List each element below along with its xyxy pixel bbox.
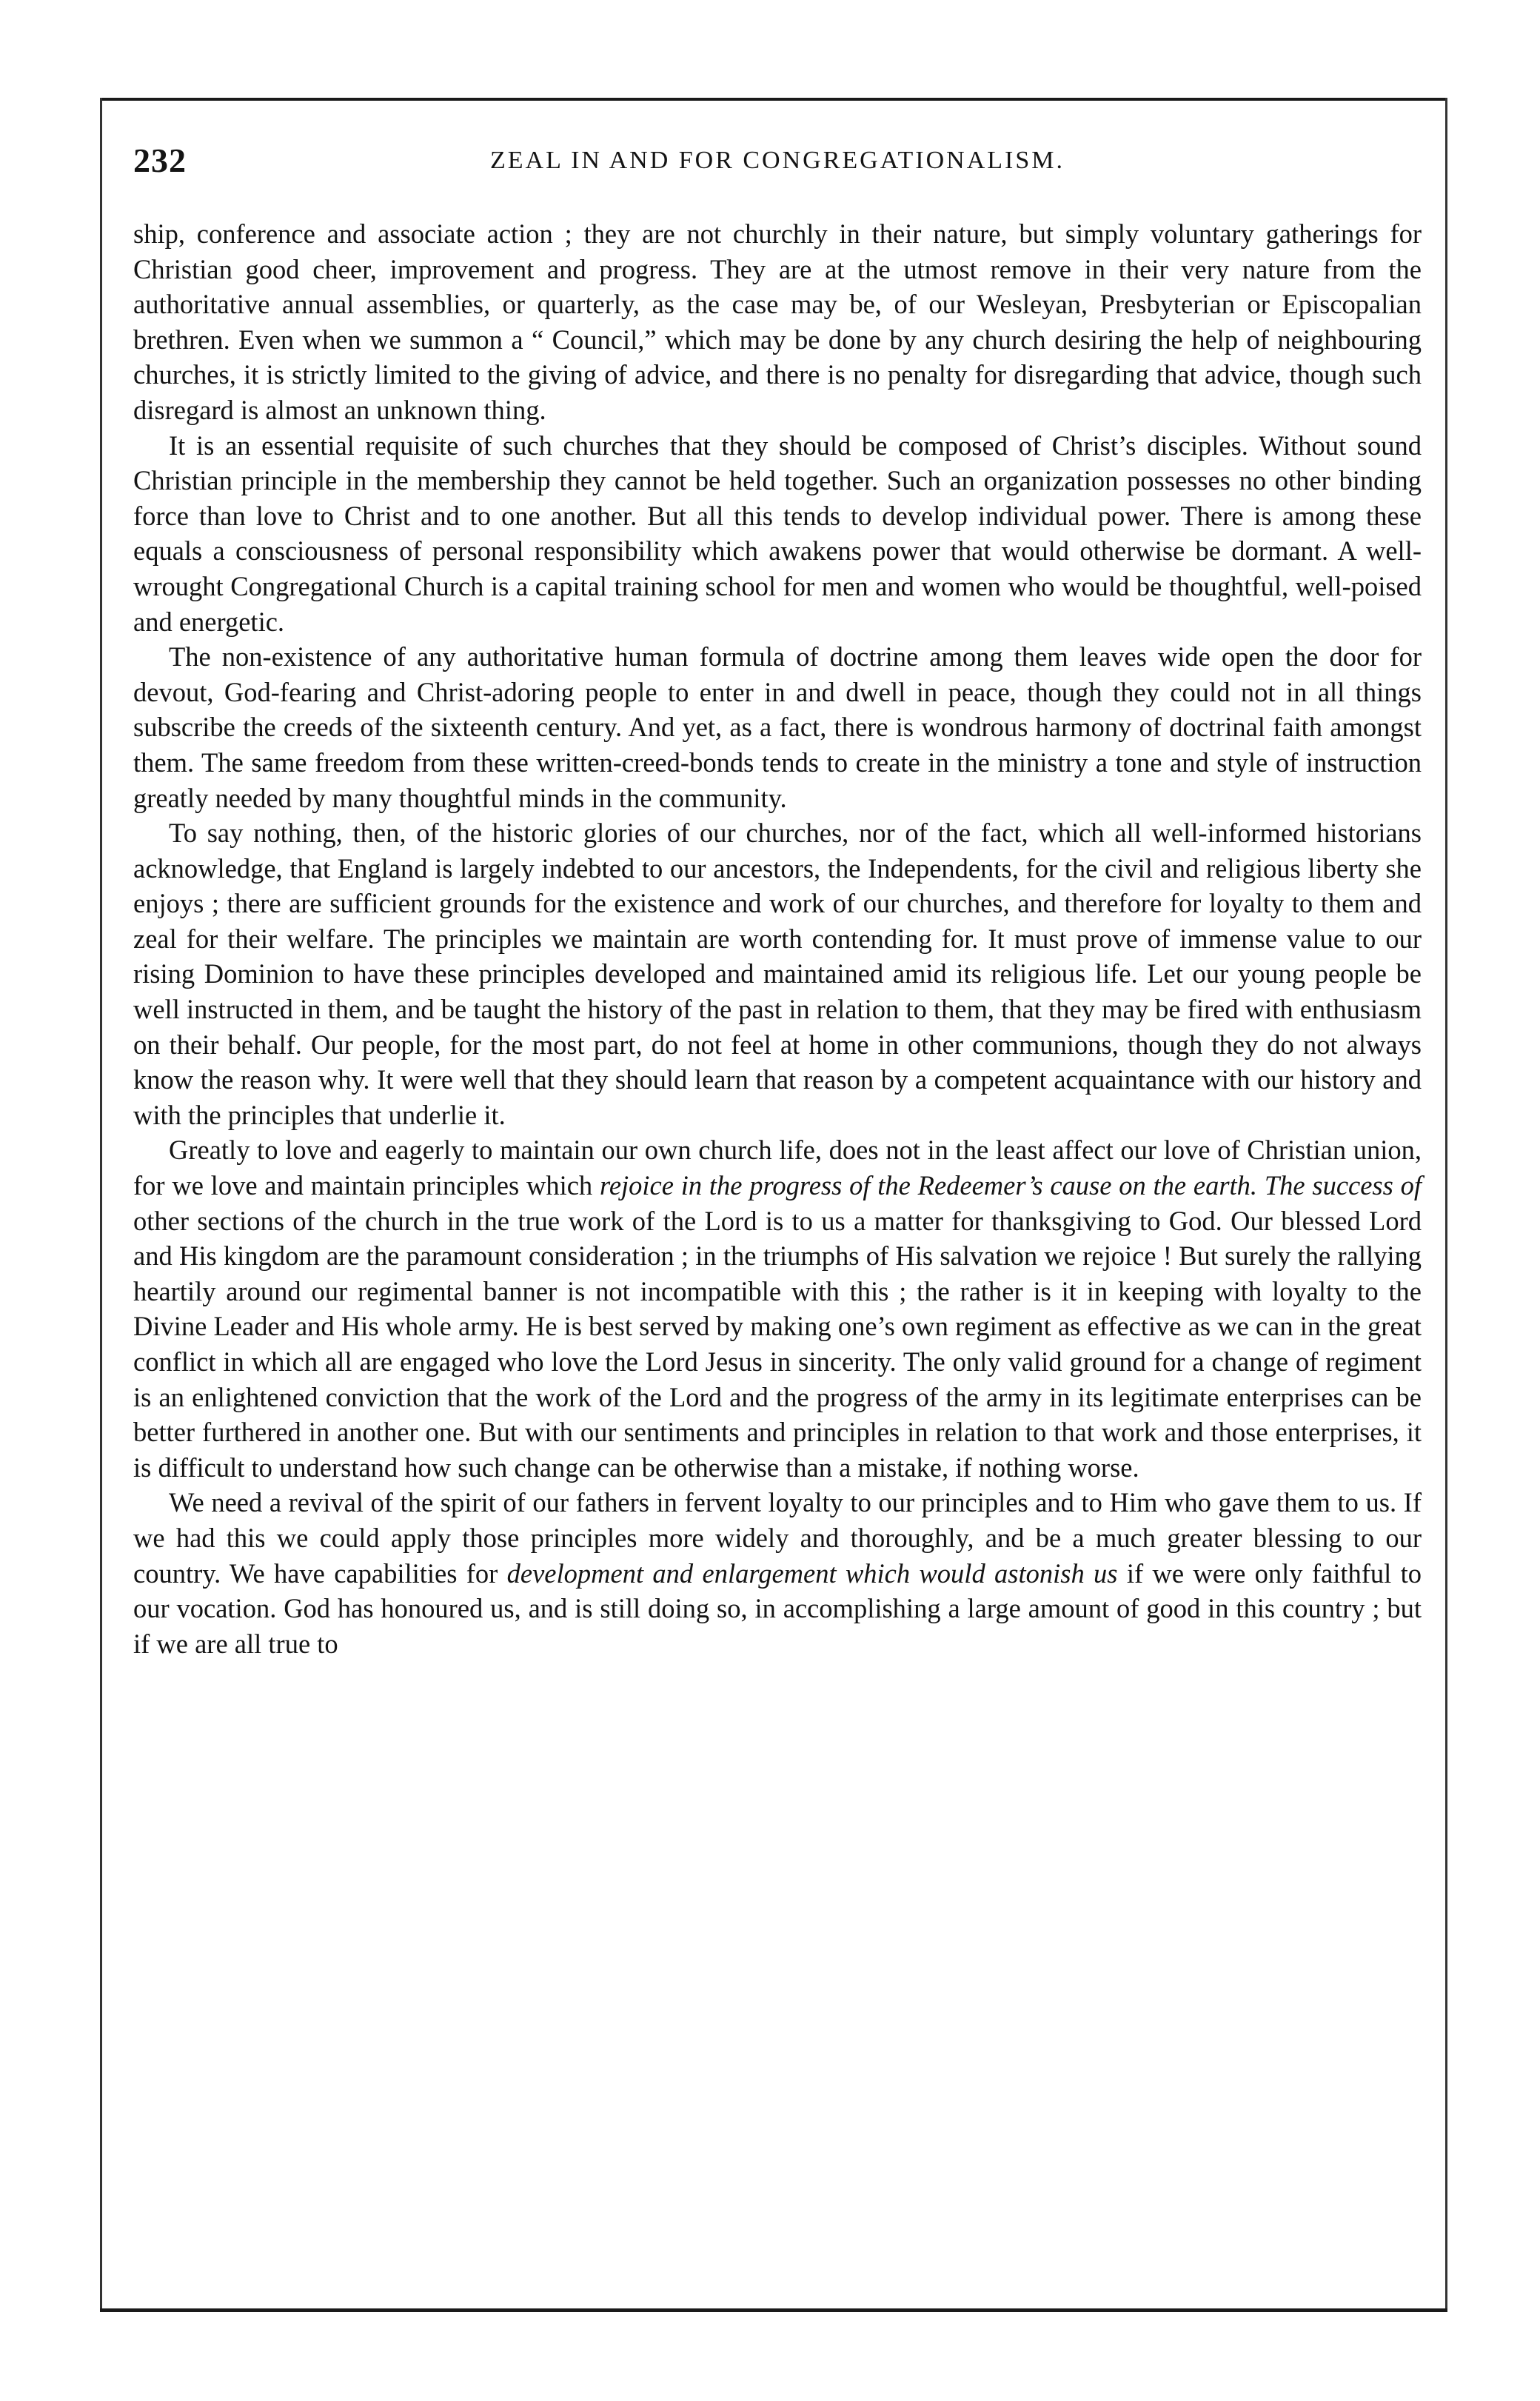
paragraph-2: It is an essential requisite of such churches that they should be composed of Christ’s disciples. Without sound Christian principle in the membership they cannot be held together. Such an organization possesses no other binding force than love to Christ and to one another. But all this tends to develop individual power. There is among these equals a consciousness of personal responsibility which awakens power that would otherwise be dormant. A well-wrought Congregational Church is a capital training school for men and women who would be thoughtful, well-poised and energetic. xyxy=(133,430,1422,637)
body-text xyxy=(133,216,1422,1661)
running-title: ZEAL IN AND FOR CONGREGATIONALISM. xyxy=(489,147,1065,174)
paragraph-3: The non-existence of any authoritative human formula of doctrine among them leaves wide open the door for devout, God-fearing and Christ-adoring people to enter in and dwell in peace, though they could not in all things subscribe the creeds of the sixteenth century. And yet, as a fact, there is wondrous harmony of doctrinal faith amongst them. The same freedom from these written-creed-bonds tends to create in the ministry a tone and style of instruction greatly needed by many thoughtful minds in the community. xyxy=(133,641,1422,813)
page-number: 232 xyxy=(133,141,187,179)
paragraph-5-text-after: other sections of the church in the true work of the Lord is to us a matter for thanksgiving to God. Our blessed Lord and His kingdom are the paramount consideration ; in the triumphs of His salvation we rejoice ! But surely the rallying heartily around our regimental banner is not incompatible with this ; the rather is it in keeping with loyalty to the Divine Leader and His whole army. He is best served by making one’s own regiment as effective as we can in the great conflict in which all are engaged who love the Lord Jesus in sincerity. The only valid ground for a change of regiment is an enlightened conviction that the work of the Lord and the progress of the army in its legitimate enterprises can be better furthered in another one. But with our sentiments and principles in relation to that work and those enterprises, it is difficult to understand how such change can be otherwise than a mistake, if nothing worse. xyxy=(133,1205,1422,1483)
paragraph-6-text-before: We need a revival of the spirit of our fathers in fervent loyalty to our principles and to Him who gave them to us. If we had this we could apply those principles more widely and thoroughly, and be a much greater blessing to our country. We have capabilities for xyxy=(133,1487,1422,1589)
book-page xyxy=(100,98,1447,2312)
left-border-rule xyxy=(100,98,102,2312)
right-border-rule xyxy=(1445,98,1447,2312)
paragraph-4: To say nothing, then, of the historic glories of our churches, nor of the fact, which all well-informed historians acknowledge, that England is largely indebted to our ancestors, the Independents, for the civil and religious liberty she enjoys ; there are sufficient grounds for the existence and work of our churches, and therefore for loyalty to them and zeal for their welfare. The principles we maintain are worth contending for. It must prove of immense value to our rising Dominion to have these principles developed and maintained amid its religious life. Let our young people be well instructed in them, and be taught the history of the past in relation to them, that they may be fired with enthusiasm on their behalf. Our people, for the most part, do not feel at home in other communions, though they do not always know the reason why. It were well that they should learn that reason by a competent acquaintance with our history and with the principles that underlie it. xyxy=(133,818,1422,1130)
running-head xyxy=(133,141,1422,193)
paragraph-5 xyxy=(133,1132,1422,1485)
paragraph-5-text-middle xyxy=(1257,1170,1265,1200)
paragraph-6 xyxy=(133,1485,1422,1661)
top-border-rule xyxy=(100,98,1447,101)
bottom-border-rule xyxy=(100,2308,1447,2312)
paragraph-5-italic-1: rejoice in the progress of the Redeemer’s cause on the earth. xyxy=(599,1170,1258,1201)
paragraph-1: ship, conference and associate action ; they are not churchly in their nature, but simply voluntary gatherings for Christian good cheer, improvement and progress. They are at the utmost remove in their very nature from the authoritative annual assemblies, or quarterly, as the case may be, of our Wesleyan, Presbyterian or Episcopalian brethren. Even when we summon a “ Council,” which may be done by any church desiring the help of neighbouring churches, it is strictly limited to the giving of advice, and there is no penalty for disregarding that advice, though such disregard is almost an unknown thing. xyxy=(133,218,1422,425)
paragraph-6-text-after: if we were only faithful to our vocation. God has honoured us, and is still doing so, in accomplishing a large amount of good in this country ; but if we are all true to xyxy=(133,1557,1422,1659)
paragraph-5-text-before: Greatly to love and eagerly to maintain our own church life, does not in the least affect our love of Christian union, for we love and maintain principles which xyxy=(133,1135,1422,1201)
paragraph-6-italic: development and enlargement which would astonish us xyxy=(506,1557,1118,1589)
paragraph-5-italic-2: The success of xyxy=(1264,1170,1422,1201)
